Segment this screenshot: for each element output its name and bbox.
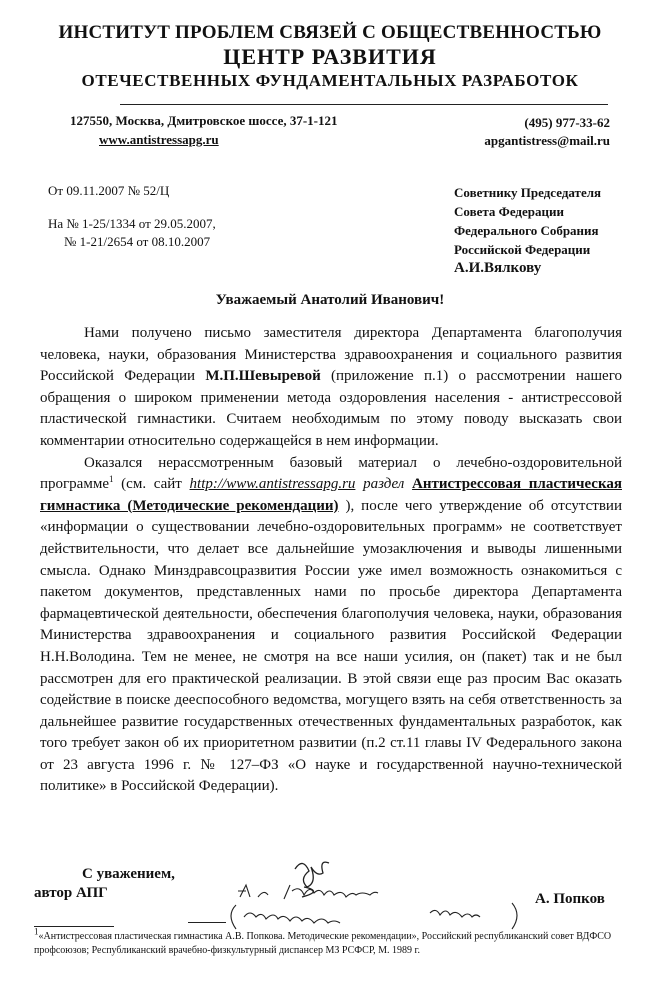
official-name: М.П.Шевыревой — [205, 368, 321, 385]
letter-body — [40, 323, 622, 798]
recipient-block — [454, 183, 601, 278]
org-email: apgantistress@mail.ru — [484, 133, 610, 148]
recipient-line: Российской Федерации — [454, 242, 591, 257]
reply-reference-1: На № 1-25/1334 от 29.05.2007, — [48, 216, 216, 231]
recipient-name: А.И.Вялкову — [454, 260, 542, 276]
org-name-line2: ЦЕНТР РАЗВИТИЯ — [223, 44, 437, 69]
letterhead-divider — [120, 104, 608, 105]
reply-reference-2: № 1-21/2654 от 08.10.2007 — [64, 234, 211, 249]
org-phone: (495) 977-33-62 — [524, 115, 610, 130]
recipient-line: Советнику Председателя — [454, 185, 602, 200]
regards: С уважением, — [82, 866, 175, 882]
footnote-divider — [34, 926, 114, 927]
org-website: www.antistressapg.ru — [99, 132, 219, 147]
footnote-ref: 1 — [108, 474, 114, 485]
author-name: А. Попков — [535, 891, 605, 907]
org-name-line1: ИНСТИТУТ ПРОБЛЕМ СВЯЗЕЙ С ОБЩЕСТВЕННОСТЬЮ — [58, 22, 602, 43]
paragraph-1: Нами получено письмо заместителя директора Департамента благополучия человека, науки, образования Министерства здравоохранения и социального развития Российской Федерации М.П.Шевыревой (приложение п.1) о рассмотрении нашего обращения о широком применении метода оздоровления населения - антистрессовой пластической гимнастики. Считаем необходимым по этому поводу высказать свои комментарии относительно содержащейся в нем информации. — [40, 325, 622, 449]
section-name: Антистрессовая пластическая гимнастика (Методические рекомендации) — [40, 476, 622, 514]
footnote: $^1$«Антистрессовая пластическая гимнастика А.В. Попкова. Методические рекомендации», Российский республиканский совет ВДФСО профсоюзов; Республиканский врачебно-физкультурный диспансер МЗ РСФСР, М. 1989 г. — [34, 926, 612, 956]
recipient-line: Совета Федерации — [454, 204, 564, 219]
author-label: автор АПГ — [34, 885, 108, 901]
org-address: 127550, Москва, Дмитровское шоссе, 37-1-121 — [70, 113, 338, 128]
website-link[interactable]: http://www.antistressapg.ru — [189, 476, 356, 493]
paragraph-2: Оказался нерассмотренным базовый материал о лечебно-оздоровительной программе$^1$ (см. сайт http://www.antistressapg.ru раздел Антистрессовая пластическая гимнастика (Методические рекомендации) ), после чего утверждение об отсутствии «информации о существовании лечебно-оздоровительных программ» не соответствует действительности, что делает все дальнейшие умозаключения и выводы лишенными смысла. Однако Минздравсоцразвития России уже имел возможность ознакомиться с пакетом документов, представленных нами по просьбе директора Департамента фармацевтической деятельности, обеспечения благополучия человека, науки, образования Министерства здравоохранения и социального развития Российской Федерации Н.Н.Володина. Тем не менее, не смотря на все наши усилия, он (пакет) так и не был рассмотрен для его практической реализации. В этой связи еще раз просим Вас оказать содействие в поиске дееспособного ведомства, могущего взять на себя ответственность за дальнейшее развитие государственных отечественных фундаментальных разработок, как того требует закон об их приоритетном развитии (п.2 ст.11 главы IV Федерального закона от 23 августа 1996 г. № 127–ФЗ «О науке и государственной научно-технической политике» в Российской Федерации). — [40, 454, 622, 795]
handwritten-signature — [200, 855, 530, 930]
salutation: Уважаемый Анатолий Иванович! — [215, 292, 445, 308]
outgoing-number: От 09.11.2007 № 52/Ц — [48, 183, 170, 198]
org-name-line3: ОТЕЧЕСТВЕННЫХ ФУНДАМЕНТАЛЬНЫХ РАЗРАБОТОК — [81, 71, 579, 90]
recipient-line: Федерального Собрания — [454, 223, 599, 238]
